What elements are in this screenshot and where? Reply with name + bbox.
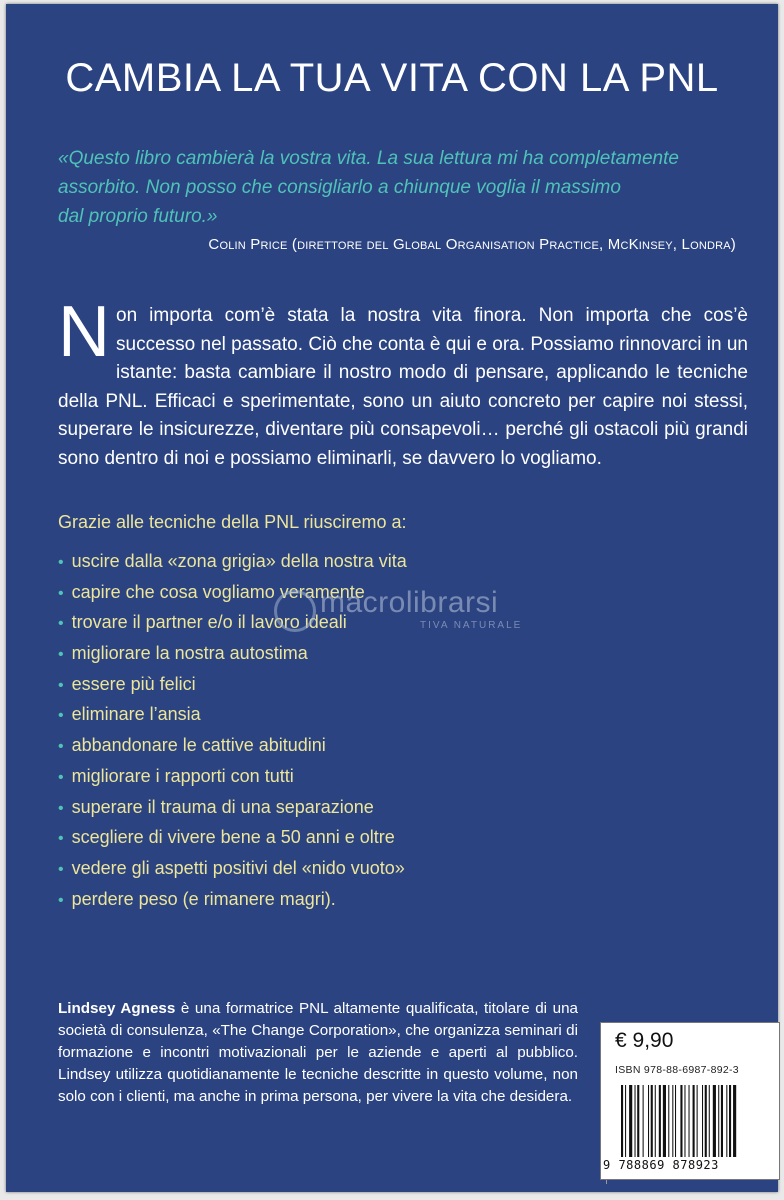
price: € 9,90 (615, 1029, 674, 1052)
book-back-cover (6, 4, 778, 1192)
bullet-icon: • (58, 891, 64, 909)
bullet-icon: • (58, 615, 64, 633)
bullet-icon: • (58, 584, 64, 602)
price-sticker (600, 1022, 780, 1180)
list-item: • scegliere di vivere bene a 50 anni e oltre (58, 827, 395, 848)
bullet-icon: • (58, 554, 64, 571)
barcode-icon (621, 1085, 771, 1157)
author-name: Lindsey Agness (58, 1000, 176, 1017)
ean-number: 9 788869 878923 (603, 1158, 719, 1172)
bullet-icon: • (58, 676, 64, 694)
list-item: • uscire dalla «zona grigia» della nostra vita (58, 551, 407, 571)
bullet-icon: • (58, 646, 64, 664)
list-item: • perdere peso (e rimanere magri). (58, 888, 336, 909)
watermark-logo (274, 586, 564, 634)
list-item: • vedere gli aspetti positivi del «nido vuoto» (58, 857, 405, 878)
list-item: • essere più felici (58, 673, 196, 694)
benefits-lead: Grazie alle tecniche della PNL riusciremo a: (58, 512, 407, 532)
bullet-icon: • (58, 768, 64, 786)
list-item: • superare il trauma di una separazione (58, 796, 374, 817)
list-item: • trovare il partner e/o il lavoro ideali (58, 612, 347, 633)
bullet-icon: • (58, 707, 64, 725)
drop-cap: N (58, 292, 110, 372)
intro-text: on importa com’è stata la nostra vita finora. Non importa che cos’è successo nel passato. Ciò che conta è qui e ora. Possiamo rinnovarci in un istante: basta cambiare il nostro modo di pensare, applicando le tecniche della PNL. Efficaci e sperimentate, sono un aiuto concreto per capire noi stessi, superare le insicurezze, diventare più consapevoli… perché gli ostacoli più grandi sono dentro di noi e possiamo eliminarli, se davvero lo vogliamo. (58, 305, 748, 469)
quote-line: assorbito. Non posso che consigliarlo a chiunque voglia il massimo (58, 177, 621, 198)
list-item: • abbandonare le cattive abitudini (58, 735, 326, 756)
bullet-icon: • (58, 799, 64, 817)
bullet-icon: • (58, 738, 64, 756)
author-bio (58, 998, 578, 1108)
bullet-icon: • (58, 860, 64, 878)
list-item: • eliminare l’ansia (58, 704, 201, 725)
list-item: • migliorare la nostra autostima (58, 643, 308, 664)
isbn-label: ISBN 978-88-6987-892-3 (615, 1064, 739, 1076)
watermark-tagline: TIVA NATURALE (420, 620, 523, 631)
bullet-icon: • (58, 830, 64, 848)
quote-line: dal proprio futuro.» (58, 206, 218, 227)
cover-title: CAMBIA LA TUA VITA CON LA PNL (65, 56, 719, 100)
list-item: • capire che cosa vogliamo veramente (58, 581, 365, 602)
quote-line: «Questo libro cambierà la vostra vita. La sua lettura mi ha completamente (58, 148, 679, 169)
watermark-circle-icon (274, 590, 316, 632)
quote-attribution: Colin Price (direttore del Global Organisation Practice, McKinsey, Londra) (208, 236, 736, 253)
endorsement-quote (58, 144, 758, 231)
watermark-brand: macrolibrarsi (320, 586, 499, 619)
author-text: è una formatrice PNL altamente qualificata, titolare di una società di consulenza, «The Change Corporation», che organizza seminari di formazione e incontri motivazionali per le aziende e aperti al pubblico. Lindsey utilizza quotidianamente le tecniche descritte in questo volume, non solo con i clienti, ma anche in prima persona, per vivere la vita che desidera. (58, 1000, 578, 1105)
list-item: • migliorare i rapporti con tutti (58, 765, 294, 786)
intro-paragraph (58, 292, 748, 473)
